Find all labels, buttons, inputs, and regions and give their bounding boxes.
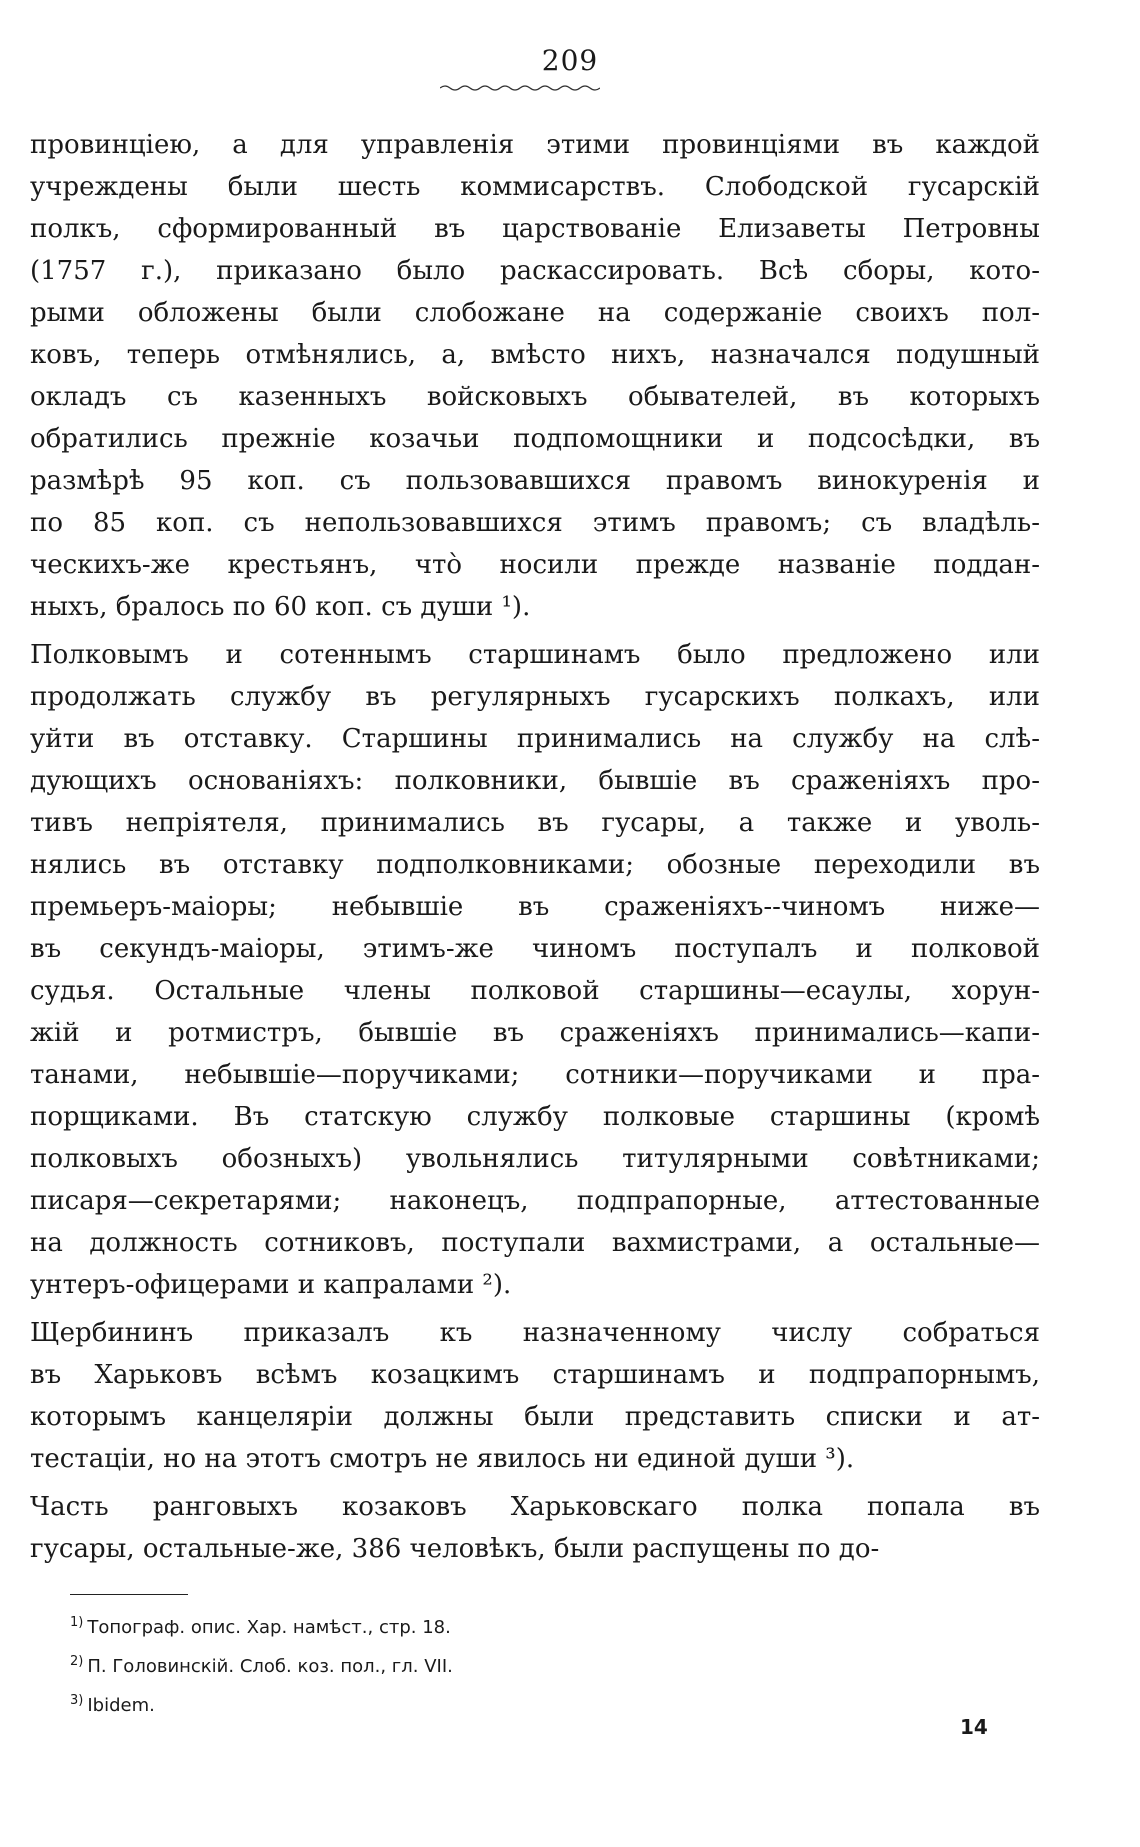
footnote-text: Топограф. опис. Хар. намѣст., стр. 18. (87, 1617, 451, 1638)
body-text (30, 124, 1040, 1576)
text-line: ныхъ, бралось по 60 коп. съ души ¹). (30, 592, 531, 622)
footnote-number: 2) (70, 1654, 84, 1669)
text-line: по 85 коп. съ непользовавшихся этимъ правомъ; съ владѣль- (30, 508, 1040, 538)
text-line: Щербининъ приказалъ къ назначенному числу собраться (30, 1318, 1040, 1348)
paragraph (30, 634, 1040, 1306)
text-line: порщиками. Въ статскую службу полковые старшины (кромѣ (30, 1102, 1040, 1132)
footnotes (70, 1606, 453, 1723)
text-line: гусары, остальные-же, 386 человѣкъ, были распущены по до- (30, 1534, 880, 1564)
footnote (70, 1606, 453, 1645)
text-line: писаря—секретарями; наконецъ, подпрапорные, аттестованные (30, 1186, 1040, 1216)
footnote-rule (70, 1594, 188, 1595)
text-line: премьеръ-маіоры; небывшіе въ сраженіяхъ--чиномъ ниже— (30, 892, 1040, 922)
text-line: на должность сотниковъ, поступали вахмистрами, а остальные— (30, 1228, 1040, 1258)
text-line: рыми обложены были слобожане на содержаніе своихъ пол- (30, 298, 1040, 328)
footnote-text: Ibidem. (87, 1695, 155, 1716)
text-line: Полковымъ и сотеннымъ старшинамъ было предложено или (30, 640, 1040, 670)
text-line: унтеръ-офицерами и капралами ²). (30, 1270, 512, 1300)
text-line: провинціею, а для управленія этими провинціями въ каждой (30, 130, 1040, 160)
text-line: судья. Остальные члены полковой старшины—есаулы, хорун- (30, 976, 1040, 1006)
text-line: дующихъ основаніяхъ: полковники, бывшіе въ сраженіяхъ про- (30, 766, 1040, 796)
text-line: тестаціи, но на этотъ смотръ не явилось ни единой души ³). (30, 1444, 855, 1474)
sheet-number: 14 (960, 1715, 988, 1739)
footnote-number: 3) (70, 1693, 84, 1708)
text-line: полкъ, сформированный въ царствованіе Елизаветы Петровны (30, 214, 1040, 244)
text-line: тивъ непріятеля, принимались въ гусары, а также и уволь- (30, 808, 1040, 838)
text-line: нялись въ отставку подполковниками; обозные переходили въ (30, 850, 1040, 880)
text-line: (1757 г.), приказано было раскассировать. Всѣ сборы, кото- (30, 256, 1040, 286)
paragraph (30, 1312, 1040, 1480)
text-line: уйти въ отставку. Старшины принимались на службу на слѣ- (30, 724, 1040, 754)
text-line: въ секундъ-маіоры, этимъ-же чиномъ поступалъ и полковой (30, 934, 1040, 964)
text-line: обратились прежніе козачьи подпомощники и подсосѣдки, въ (30, 424, 1040, 454)
text-line: жій и ротмистръ, бывшіе въ сраженіяхъ принимались—капи- (30, 1018, 1040, 1048)
footnote (70, 1645, 453, 1684)
text-line: ческихъ-же крестьянъ, что̀ носили прежде названіе поддан- (30, 550, 1040, 580)
footnote-text: П. Головинскій. Слоб. коз. пол., гл. VII. (87, 1656, 453, 1677)
text-line: полковыхъ обозныхъ) увольнялись титулярными совѣтниками; (30, 1144, 1040, 1174)
text-line: окладъ съ казенныхъ войсковыхъ обывателей, въ которыхъ (30, 382, 1040, 412)
footnote-number: 1) (70, 1615, 84, 1630)
text-line: размѣрѣ 95 коп. съ пользовавшихся правомъ винокуренія и (30, 466, 1040, 496)
text-line: Часть ранговыхъ козаковъ Харьковскаго полка попала въ (30, 1492, 1040, 1522)
text-line: танами, небывшіе—поручиками; сотники—поручиками и пра- (30, 1060, 1040, 1090)
header-ornament (440, 84, 600, 92)
text-line: которымъ канцеляріи должны были представить списки и ат- (30, 1402, 1040, 1432)
paragraph (30, 1486, 1040, 1570)
text-line: ковъ, теперь отмѣнялись, а, вмѣсто нихъ, назначался подушный (30, 340, 1040, 370)
text-line: учреждены были шесть коммисарствъ. Слободской гусарскій (30, 172, 1040, 202)
text-line: продолжать службу въ регулярныхъ гусарскихъ полкахъ, или (30, 682, 1040, 712)
paragraph (30, 124, 1040, 628)
text-line: въ Харьковъ всѣмъ козацкимъ старшинамъ и подпрапорнымъ, (30, 1360, 1040, 1390)
footnote (70, 1684, 453, 1723)
page-number: 209 (541, 44, 599, 77)
